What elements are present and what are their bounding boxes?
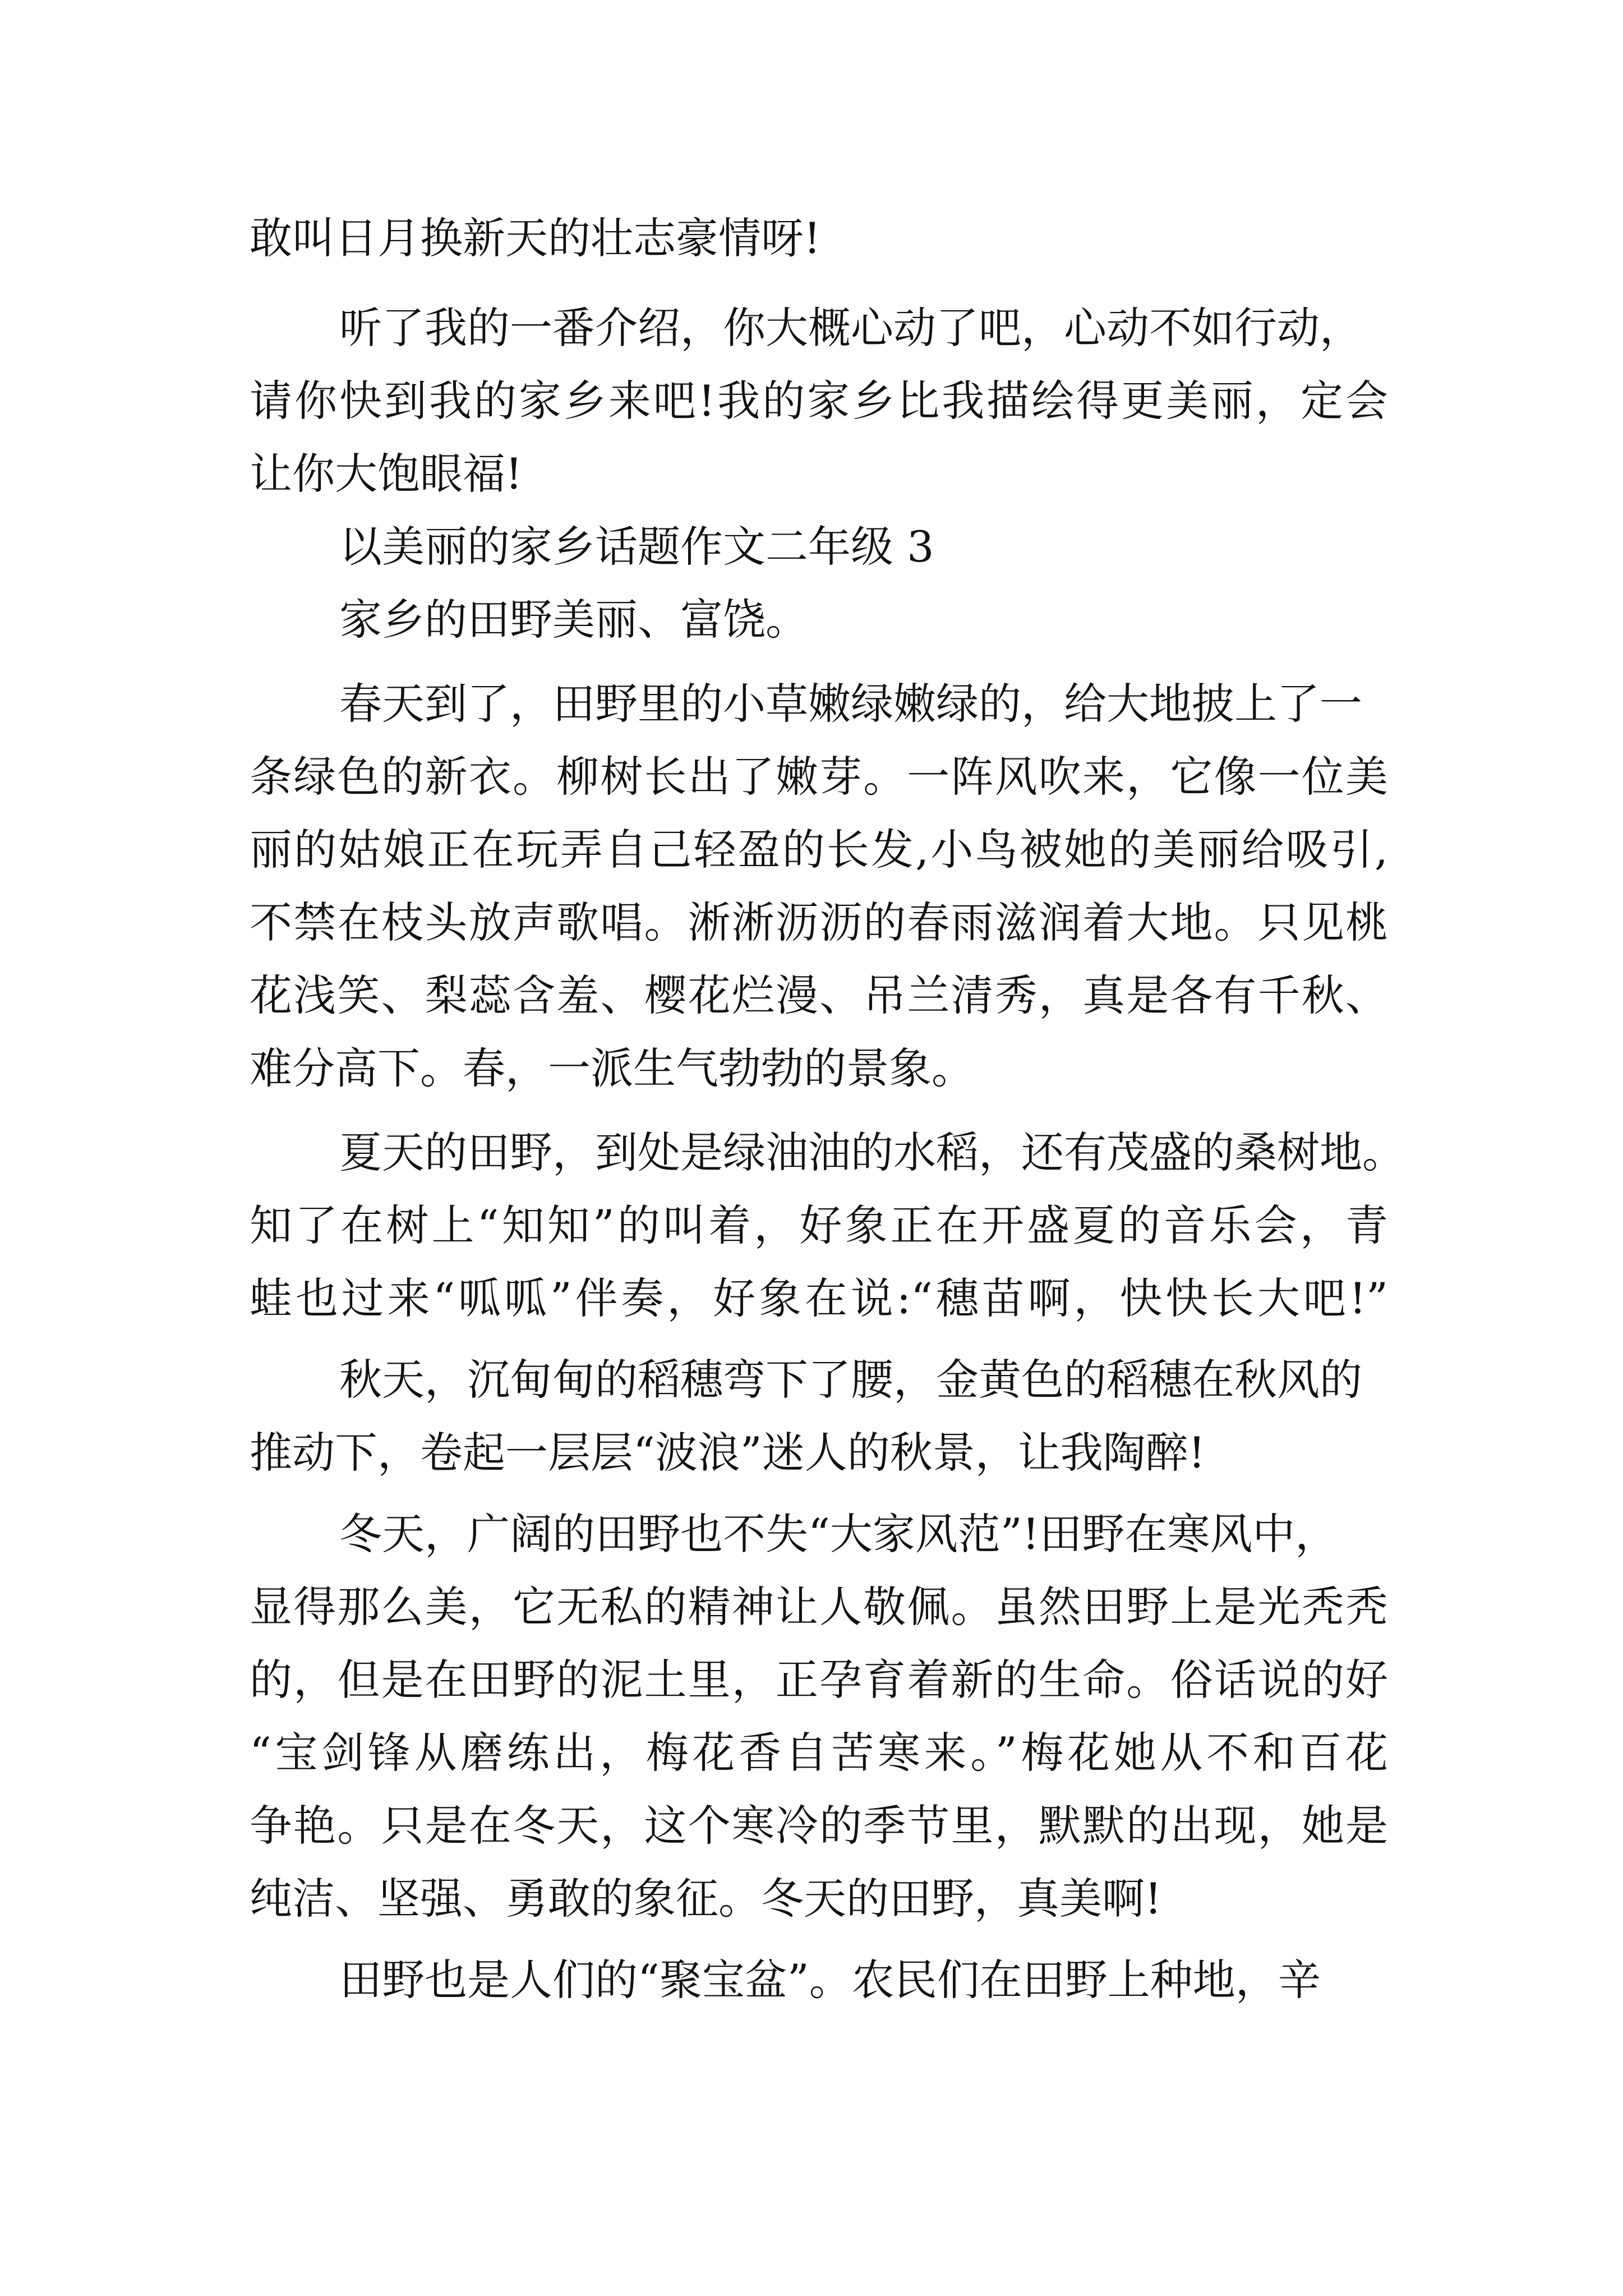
text-line: 让你大饱眼福! — [250, 449, 523, 499]
text-line: 田野也是人们的“聚宝盆”。农民们在田野上种地，辛 — [339, 1955, 1321, 2005]
section-heading: 以美丽的家乡话题作文二年级 3 — [339, 522, 934, 572]
text-line: 推动下，卷起一层层“波浪”迷人的秋景，让我陶醉! — [250, 1428, 1206, 1478]
text-line: 夏天的田野，到处是绿油油的水稻，还有茂盛的桑树地。 — [339, 1128, 1405, 1177]
text-line: 显得那么美，它无私的精神让人敬佩。虽然田野上是光秃秃 — [250, 1582, 1388, 1632]
text-line: 争艳。只是在冬天，这个寒冷的季节里，默默的出现，她是 — [250, 1801, 1388, 1851]
text-line: 知了在树上“知知”的叫着，好象正在开盛夏的音乐会，青 — [250, 1200, 1388, 1250]
text-line: “宝剑锋从磨练出，梅花香自苦寒来。”梅花她从不和百花 — [250, 1728, 1388, 1778]
text-line: 纯洁、坚强、勇敢的象征。冬天的田野，真美啊! — [250, 1874, 1162, 1924]
text-line: 不禁在枝头放声歌唱。淅淅沥沥的春雨滋润着大地。只见桃 — [250, 898, 1388, 947]
text-line: 请你快到我的家乡来吧!我的家乡比我描绘得更美丽，定会 — [250, 376, 1388, 426]
text-line: 冬天，广阔的田野也不失“大家风范”!田野在寒风中， — [339, 1509, 1338, 1559]
text-line: 春天到了，田野里的小草嫩绿嫩绿的，给大地披上了一 — [339, 679, 1362, 729]
text-line: 丽的姑娘正在玩弄自己轻盈的长发,小鸟被她的美丽给吸引, — [250, 825, 1388, 875]
text-line: 秋天，沉甸甸的稻穗弯下了腰，金黄色的稻穗在秋风的 — [339, 1355, 1362, 1405]
text-line: 敢叫日月换新天的壮志豪情呀! — [250, 213, 821, 263]
text-line: 家乡的田野美丽、富饶。 — [339, 595, 808, 645]
text-line: 花浅笑、梨蕊含羞、樱花烂漫、吊兰清秀，真是各有千秋、 — [250, 970, 1388, 1020]
text-line: 听了我的一番介绍，你大概心动了吧，心动不如行动， — [339, 303, 1362, 353]
text-line: 条绿色的新衣。柳树长出了嫩芽。一阵风吹来，它像一位美 — [250, 752, 1388, 802]
text-line: 难分高下。春，一派生气勃勃的景象。 — [250, 1043, 974, 1093]
text-line: 的，但是在田野的泥土里，正孕育着新的生命。俗话说的好 — [250, 1655, 1388, 1705]
text-line: 蛙也过来“呱呱”伴奏，好象在说:“穗苗啊，快快长大吧!” — [250, 1273, 1388, 1323]
